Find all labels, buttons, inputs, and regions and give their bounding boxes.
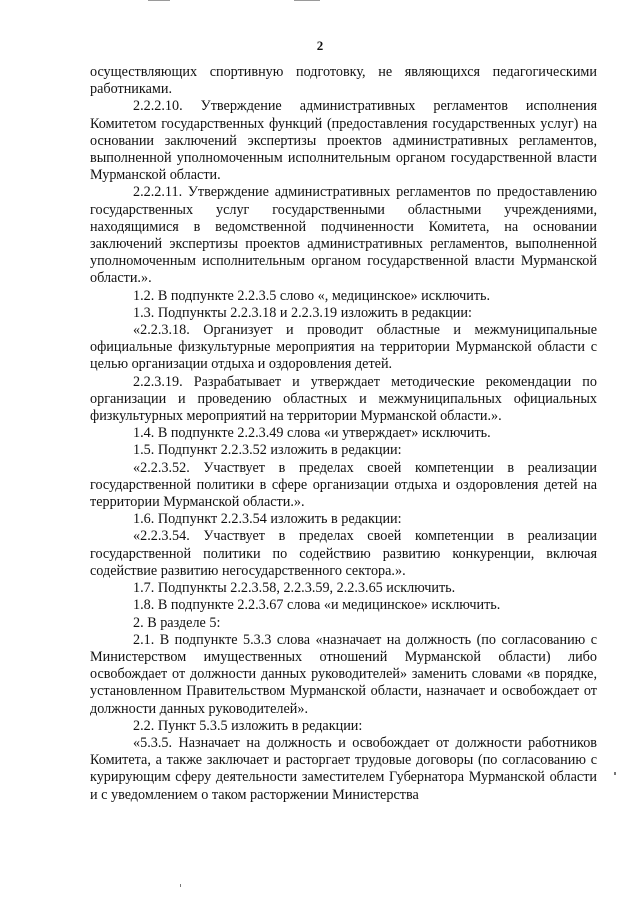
paragraph: 1.5. Подпункт 2.2.3.52 изложить в редакции:	[133, 442, 402, 459]
paragraph: осуществляющих спортивную подготовку, не являющихся педагогическими работниками.	[90, 64, 597, 98]
paragraph: 1.4. В подпункте 2.2.3.49 слова «и утверждает» исключить.	[133, 425, 491, 442]
paragraph: 2. В разделе 5:	[133, 614, 221, 631]
page-number: 2	[316, 38, 324, 53]
paragraph: 1.2. В подпункте 2.2.3.5 слово «, медицинское» исключить.	[133, 287, 491, 304]
paragraph: 1.6. Подпункт 2.2.3.54 изложить в редакции:	[133, 511, 402, 528]
scan-speck	[614, 772, 616, 775]
top-edge-mark	[294, 0, 320, 1]
paragraph: «2.2.3.54. Участвует в пределах своей компетенции в реализации государственной политики по содействию развитию конкуренции, включая содействие развитию негосударственного сектора.».	[90, 528, 597, 579]
paragraph: 2.1. В подпункте 5.3.3 слова «назначает на должность (по согласованию с Министерством имущественных отношений Мурманской области) либо освобождает от должности данных руководителей» заменить словами «в порядке, установленном Правительством Мурманской области, назначает и освобождает от должности данных руководителей».	[90, 631, 597, 717]
paragraph: 1.7. Подпункты 2.2.3.58, 2.2.3.59, 2.2.3.65 исключить.	[133, 580, 456, 597]
paragraph: 1.3. Подпункты 2.2.3.18 и 2.2.3.19 изложить в редакции:	[133, 304, 472, 321]
paragraph: 2.2.2.11. Утверждение административных регламентов по предоставлению государственных услуг государственными областными учреждениями, находящимися в ведомственной подчиненности Комитета, на основании заключений экспертизы проектов административных регламентов, выполненной уполномоченным исполнительным органом государственной власти Мурманской области.».	[90, 184, 597, 287]
paragraph: «5.3.5. Назначает на должность и освобождает от должности работников Комитета, а также заключает и расторгает трудовые договоры (по согласованию с курирующим сферу деятельности заместителем Губернатора Мурманской области и с уведомлением о таком расторжении Министерства	[90, 734, 597, 803]
paragraph: «2.2.3.52. Участвует в пределах своей компетенции в реализации государственной политики в сфере организации отдыха и оздоровления детей на территории Мурманской области.».	[90, 459, 597, 511]
paragraph: 2.2.3.19. Разрабатывает и утверждает методические рекомендации по организации и проведению областных и межмуниципальных официальных физкультурных мероприятий на территории Мурманской области.».	[90, 373, 597, 425]
top-edge-mark	[148, 0, 170, 1]
document-body	[90, 64, 597, 804]
paragraph: 2.2. Пункт 5.3.5 изложить в редакции:	[133, 717, 363, 734]
paragraph: 2.2.2.10. Утверждение административных регламентов исполнения Комитетом государственных функций (предоставления государственных услуг) на основании заключений экспертизы проектов административных регламентов, выполненной уполномоченным исполнительным органом государственной власти Мурманской области.	[90, 98, 597, 184]
paragraph: 1.8. В подпункте 2.2.3.67 слова «и медицинское» исключить.	[133, 597, 501, 614]
paragraph: «2.2.3.18. Организует и проводит областные и межмуниципальные официальные физкультурные мероприятия на территории Мурманской области с целью организации отдыха и оздоровления детей.	[90, 322, 597, 373]
scan-speck	[180, 884, 181, 887]
